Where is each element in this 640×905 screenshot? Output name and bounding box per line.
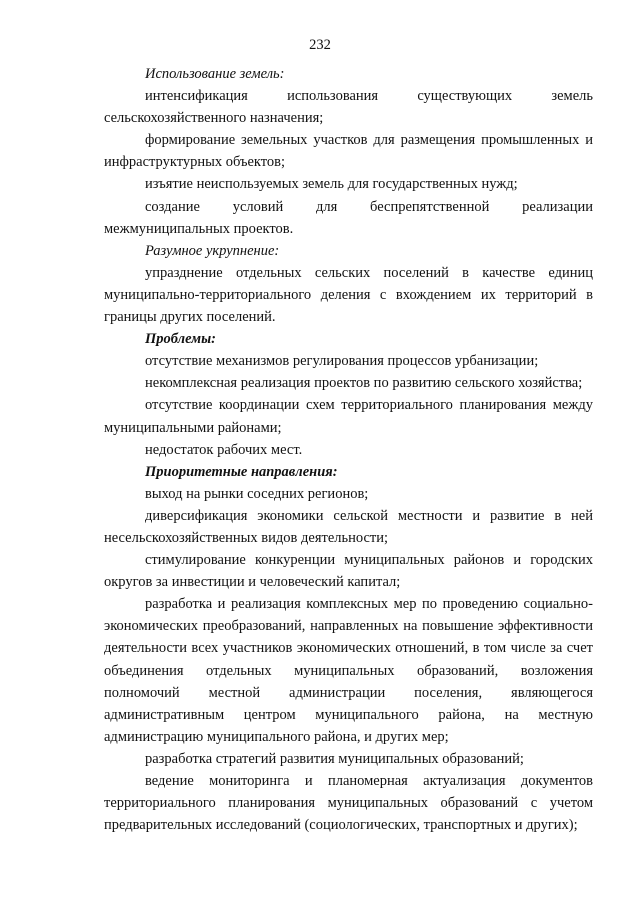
list-item: выход на рынки соседних регионов; bbox=[145, 485, 369, 502]
list-item: диверсификация экономики сельской местности и развитие в ней несельскохозяйственных видов деятельности; bbox=[104, 507, 593, 546]
list-item: изъятие неиспользуемых земель для государственных нужд; bbox=[145, 176, 518, 193]
section-heading-land-use: Использование земель: bbox=[145, 66, 285, 82]
page-number: 232 bbox=[309, 37, 331, 53]
section-heading-priorities: Приоритетные направления: bbox=[145, 463, 338, 480]
list-item: разработка и реализация комплексных мер по проведению социально-экономических преобразований, направленных на повышение эффективности деятельности всех участников экономических отношений, в том числе за счет объединения отдельных муниципальных образований, возложения полномочий местной администрации поселения, являющегося административным центром муниципального района, на местную администрацию муниципального района, и других мер; bbox=[104, 596, 593, 745]
list-item: отсутствие механизмов регулирования процессов урбанизации; bbox=[145, 353, 539, 370]
list-item: разработка стратегий развития муниципальных образований; bbox=[145, 750, 524, 767]
section-heading-problems: Проблемы: bbox=[145, 331, 216, 348]
list-item: формирование земельных участков для размещения промышленных и инфраструктурных объектов; bbox=[104, 132, 593, 171]
list-item: стимулирование конкуренции муниципальных районов и городских округов за инвестиции и человеческий капитал; bbox=[104, 552, 593, 591]
list-item: создание условий для беспрепятственной реализации межмуниципальных проектов. bbox=[104, 198, 593, 237]
list-item: отсутствие координации схем территориального планирования между муниципальными районами; bbox=[104, 397, 593, 436]
list-item: упразднение отдельных сельских поселений в качестве единиц муниципально-территориального деления с вхождением их территорий в границы других поселений. bbox=[104, 264, 593, 326]
list-item: интенсификация использования существующих земель сельскохозяйственного назначения; bbox=[104, 88, 593, 127]
list-item: недостаток рабочих мест. bbox=[145, 441, 303, 458]
list-item: некомплексная реализация проектов по развитию сельского хозяйства; bbox=[145, 375, 583, 392]
section-heading-consolidation: Разумное укрупнение: bbox=[145, 242, 280, 259]
list-item: ведение мониторинга и планомерная актуализация документов территориального планирования муниципальных образований с учетом предварительных исследований (социологических, транспортных и других); bbox=[104, 773, 593, 834]
page-body bbox=[104, 63, 593, 836]
